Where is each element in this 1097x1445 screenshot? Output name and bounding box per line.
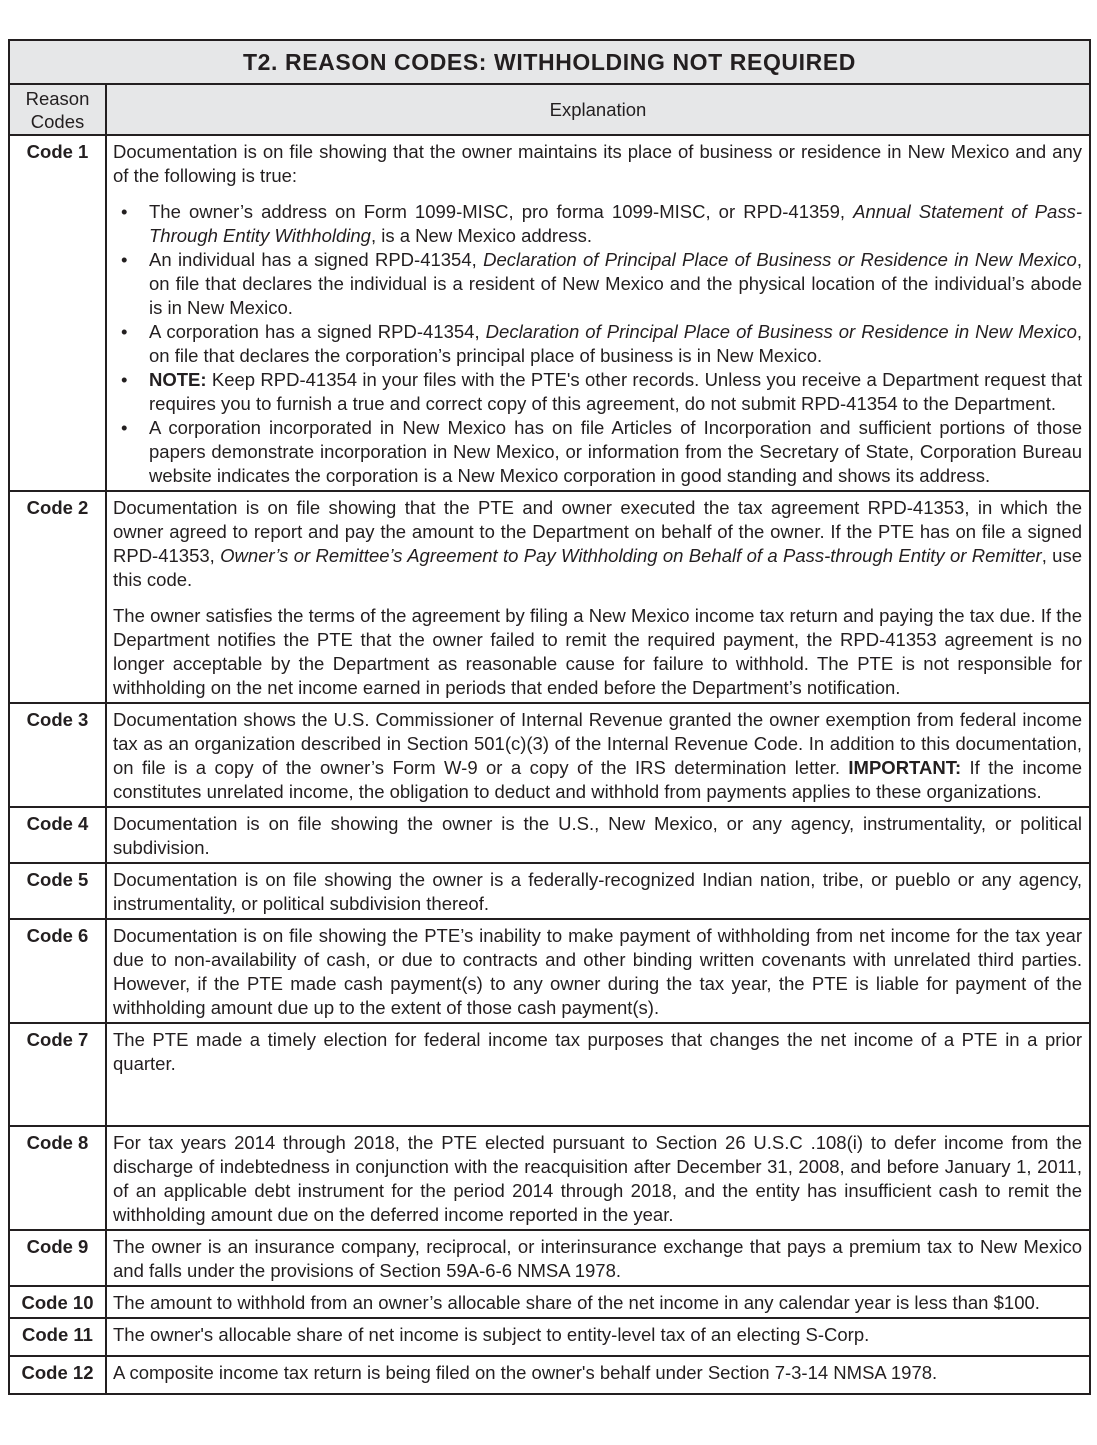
table-row [9, 491, 1090, 703]
text-run: For tax years 2014 through 2018, the PTE elected pursuant to Section 26 U.S.C .108(i) to defer income from the discharge of indebtedness in conjunction with the reacquisition after December 31, 2008, and before January 1, 2011, of an applicable debt instrument for the period 2014 through 2018, and the entity has insufficient cash to remit the withholding amount due on the deferred income reported in the year. [113, 1132, 1082, 1225]
reason-code-rows [9, 135, 1090, 1394]
text-run: The owner is an insurance company, reciprocal, or interinsurance exchange that pays a premium tax to New Mexico and falls under the provisions of Section 59A-6-6 NMSA 1978. [113, 1236, 1082, 1281]
explanation-paragraph [113, 868, 1082, 916]
bold-text: NOTE: [149, 369, 207, 390]
table-row [9, 1230, 1090, 1286]
explanation-paragraph [113, 1131, 1082, 1227]
text-run: Documentation is on file showing that the owner maintains its place of business or residence in New Mexico and any of the following is true: [113, 141, 1082, 186]
bullet-item [113, 248, 1082, 320]
text-run: The owner’s address on Form 1099-MISC, pro forma 1099-MISC, or RPD-41359, [149, 201, 854, 222]
bullet-item [113, 368, 1082, 416]
text-run: , on file that declares the corporation’s principal place of business is in New Mexico. [149, 321, 1082, 366]
explanation-paragraph [113, 1235, 1082, 1283]
form-title-text: Declaration of Principal Place of Business or Residence in New Mexico [483, 249, 1077, 270]
text-run: , is a New Mexico address. [370, 225, 593, 246]
explanation-cell [106, 807, 1090, 863]
table-row [9, 863, 1090, 919]
text-run: , on file that declares the individual is a resident of New Mexico and the physical location of the individual’s abode is in New Mexico. [149, 249, 1082, 318]
text-run: An individual has a signed RPD-41354, [149, 249, 484, 270]
text-run: The amount to withhold from an owner’s allocable share of the net income in any calendar year is less than $100. [113, 1292, 1040, 1313]
explanation-paragraph [113, 1361, 1082, 1385]
explanation-paragraph [113, 604, 1082, 700]
reason-code-cell: Code 11 [9, 1318, 106, 1356]
reason-code-cell: Code 7 [9, 1023, 106, 1126]
form-title-text: Owner’s or Remittee’s Agreement to Pay Withholding on Behalf of a Pass-through Entity or Remitter [220, 545, 1042, 566]
explanation-header: Explanation [106, 84, 1090, 135]
text-run: Keep RPD-41354 in your files with the PTE's other records. Unless you receive a Department request that requires you to furnish a true and correct copy of this agreement, do not submit RPD-41354 to the Department. [149, 369, 1082, 414]
table-row [9, 1318, 1090, 1356]
text-run: Documentation is on file showing the owner is a federally-recognized Indian nation, tribe, or pueblo or any agency, instrumentality, or political subdivision thereof. [113, 869, 1082, 914]
text-run: If the income constitutes unrelated income, the obligation to deduct and withhold from payments applies to these organizations. [113, 757, 1082, 802]
explanation-cell [106, 491, 1090, 703]
explanation-cell [106, 1318, 1090, 1356]
explanation-paragraph [113, 140, 1082, 188]
reason-code-cell: Code 5 [9, 863, 106, 919]
explanation-paragraph [113, 924, 1082, 1020]
column-header-row [9, 84, 1090, 135]
text-run: A corporation has a signed RPD-41354, [149, 321, 486, 342]
bold-text: IMPORTANT: [848, 757, 962, 778]
reason-codes-header-label: Reason Codes [25, 87, 90, 132]
reason-code-cell: Code 2 [9, 491, 106, 703]
explanation-cell [106, 1126, 1090, 1230]
table-row [9, 703, 1090, 807]
explanation-paragraph [113, 708, 1082, 804]
text-run: Documentation is on file showing the owner is the U.S., New Mexico, or any agency, instrumentality, or political subdivision. [113, 813, 1082, 858]
table-row [9, 1286, 1090, 1318]
text-run: Documentation is on file showing that the PTE and owner executed the tax agreement RPD-41353, in which the owner agreed to report and pay the amount to the Department on behalf of the owner. If the PTE has on file a signed RPD-41353, [113, 497, 1082, 566]
explanation-cell [106, 703, 1090, 807]
reason-codes-table [8, 39, 1091, 1395]
explanation-cell [106, 1230, 1090, 1286]
reason-code-cell: Code 3 [9, 703, 106, 807]
table-row [9, 135, 1090, 491]
text-run: , use this code. [113, 545, 1082, 590]
table-row [9, 1356, 1090, 1394]
explanation-cell [106, 863, 1090, 919]
text-run: A corporation incorporated in New Mexico has on file Articles of Incorporation and sufficient portions of those papers demonstrate incorporation in New Mexico, or information from the Secretary of State, Corporation Bureau website indicates the corporation is a New Mexico corporation in good standing and shows its address. [149, 417, 1082, 486]
explanation-cell [106, 1286, 1090, 1318]
explanation-paragraph [113, 1028, 1082, 1076]
reason-code-cell: Code 9 [9, 1230, 106, 1286]
text-run: Documentation shows the U.S. Commissioner of Internal Revenue granted the owner exemption from federal income tax as an organization described in Section 501(c)(3) of the Internal Revenue Code. In addition to this documentation, on file is a copy of the owner’s Form W-9 or a copy of the IRS determination letter. [113, 709, 1082, 778]
reason-code-cell: Code 1 [9, 135, 106, 491]
explanation-paragraph [113, 496, 1082, 592]
explanation-paragraph [113, 1291, 1082, 1315]
text-run: The owner's allocable share of net income is subject to entity-level tax of an electing S-Corp. [113, 1324, 870, 1345]
bullet-item [113, 416, 1082, 488]
explanation-cell [106, 1356, 1090, 1394]
text-run: The PTE made a timely election for federal income tax purposes that changes the net income of a PTE in a prior quarter. [113, 1029, 1082, 1074]
explanation-paragraph [113, 812, 1082, 860]
bullet-item [113, 320, 1082, 368]
text-run: Documentation is on file showing the PTE’s inability to make payment of withholding from net income for the tax year due to non-availability of cash, or due to contracts and other binding written covenants with unrelated third parties. However, if the PTE made cash payment(s) to any owner during the tax year, the PTE is liable for payment of the withholding amount due up to the extent of those cash payment(s). [113, 925, 1082, 1018]
explanation-cell [106, 135, 1090, 491]
reason-code-cell: Code 12 [9, 1356, 106, 1394]
reason-codes-header [9, 84, 106, 135]
table-row [9, 1126, 1090, 1230]
explanation-cell [106, 1023, 1090, 1126]
reason-code-cell: Code 4 [9, 807, 106, 863]
reason-code-cell: Code 8 [9, 1126, 106, 1230]
bullet-list [113, 200, 1082, 488]
text-run: A composite income tax return is being filed on the owner's behalf under Section 7-3-14 NMSA 1978. [113, 1362, 938, 1383]
table-row [9, 807, 1090, 863]
bullet-item [113, 200, 1082, 248]
table-title: T2. REASON CODES: WITHHOLDING NOT REQUIRED [9, 40, 1090, 84]
form-title-text: Declaration of Principal Place of Business or Residence in New Mexico [485, 321, 1077, 342]
form-title-text: Annual Statement of Pass-Through Entity Withholding [149, 201, 1082, 246]
text-run: The owner satisfies the terms of the agreement by filing a New Mexico income tax return and paying the tax due. If the Department notifies the PTE that the owner failed to remit the required payment, the RPD-41353 agreement is no longer acceptable by the Department as reasonable cause for failure to withhold. The PTE is not responsible for withholding on the net income earned in periods that ended before the Department’s notification. [113, 605, 1082, 698]
table-row [9, 1023, 1090, 1126]
reason-code-cell: Code 6 [9, 919, 106, 1023]
explanation-cell [106, 919, 1090, 1023]
table-row [9, 919, 1090, 1023]
reason-code-cell: Code 10 [9, 1286, 106, 1318]
explanation-paragraph [113, 1323, 1082, 1347]
